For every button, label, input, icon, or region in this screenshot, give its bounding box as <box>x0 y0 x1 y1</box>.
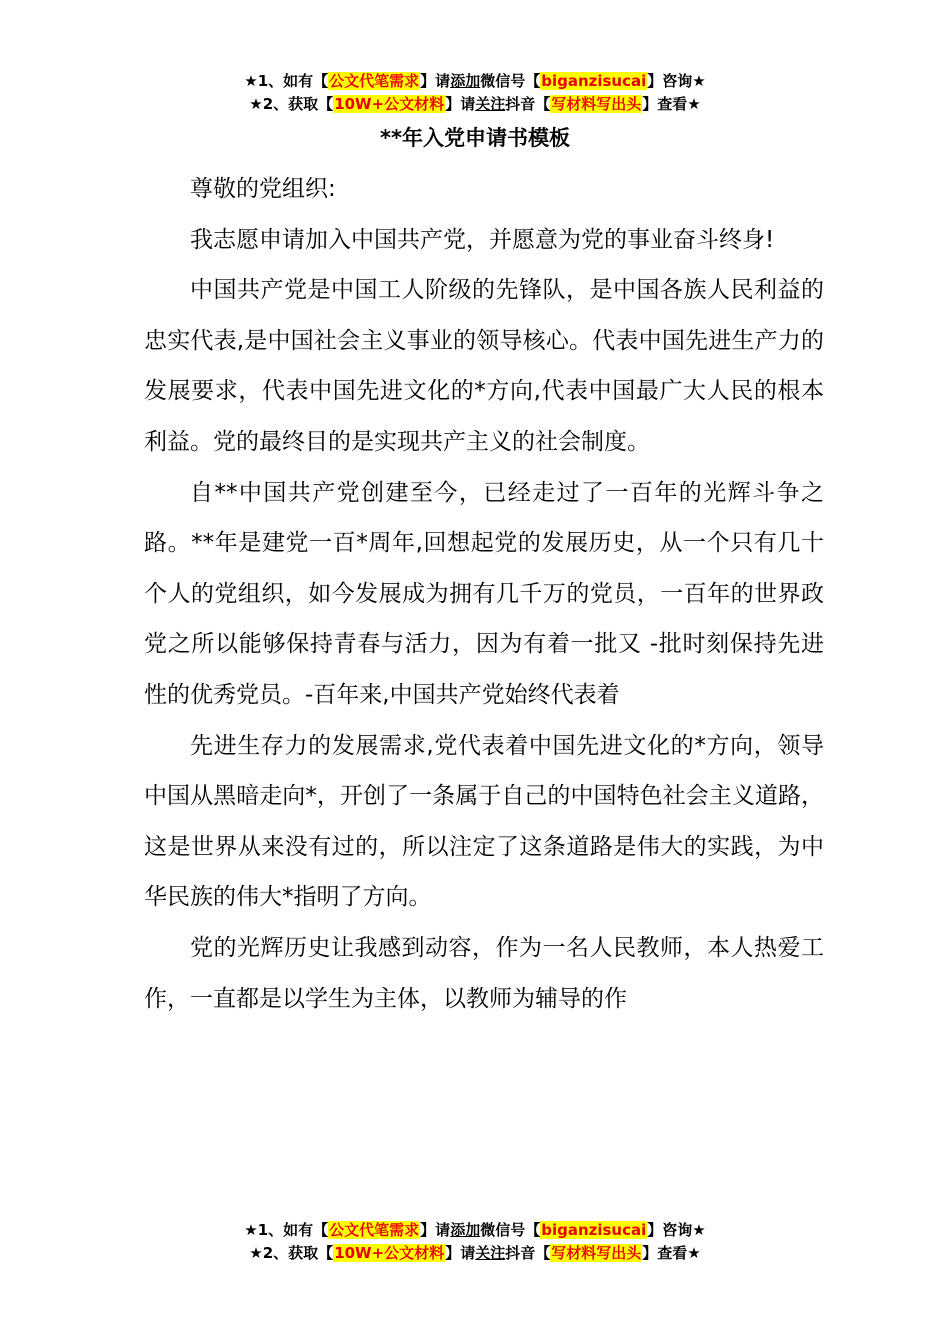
promo-text: 】查看★ <box>642 95 701 113</box>
douyin-account: 写材料写出头 <box>551 95 642 113</box>
promo-line-2 <box>0 93 950 116</box>
promo-text: 抖音【 <box>505 1244 551 1262</box>
promo-text: 】咨询★ <box>647 1221 706 1239</box>
promo-line-1 <box>0 70 950 93</box>
header-promo-banner <box>0 70 950 116</box>
promo-text: 】查看★ <box>642 1244 701 1262</box>
footer-promo-banner <box>0 1219 950 1265</box>
promo-highlight: 10W+公文材料 <box>334 1244 445 1262</box>
promo-text: ★2、获取【 <box>249 95 334 113</box>
paragraph: 先进生存力的发展需求,党代表着中国先进文化的*方向，领导中国从黑暗走向*，开创了一条属于自己的中国特色社会主义道路，这是世界从来没有过的，所以注定了这条道路是伟大的实践，为中华民族的伟大*指明了方向。 <box>144 732 824 911</box>
promo-text: ★1、如有【 <box>244 72 329 90</box>
promo-text: 】咨询★ <box>647 72 706 90</box>
promo-line-2 <box>0 1242 950 1265</box>
promo-highlight: 公文代笔需求 <box>329 72 420 90</box>
promo-text: ★2、获取【 <box>249 1244 334 1262</box>
promo-underlined: 关注 <box>475 1244 506 1262</box>
promo-text: 抖音【 <box>505 95 551 113</box>
salutation: 尊敬的党组织: <box>190 176 336 202</box>
promo-text: 微信号【 <box>480 1221 541 1239</box>
promo-text: 微信号【 <box>480 72 541 90</box>
promo-underlined: 关注 <box>475 95 506 113</box>
paragraph: 自**中国共产党创建至今，已经走过了一百年的光辉斗争之路。**年是建党一百*周年,回想起党的发展历史，从一个只有几十个人的党组织，如今发展成为拥有几千万的党员，一百年的世界政党之所以能够保持青春与活力，因为有着一批又 -批时刻保持先进性的优秀党员。-百年来,中国共产党始终代表着 <box>144 479 824 708</box>
wechat-id: biganzisucai <box>541 72 647 90</box>
promo-underlined: 添加 <box>450 72 481 90</box>
document-title: **年入党申请书模板 <box>380 126 570 150</box>
paragraph: 党的光辉历史让我感到动容，作为一名人民教师，本人热爱工作，一直都是以学生为主体，以教师为辅导的作 <box>144 934 824 1012</box>
promo-text: 】请 <box>445 1244 476 1262</box>
douyin-account: 写材料写出头 <box>551 1244 642 1262</box>
promo-highlight: 10W+公文材料 <box>334 95 445 113</box>
promo-text: ★1、如有【 <box>244 1221 329 1239</box>
promo-underlined: 添加 <box>450 1221 481 1239</box>
wechat-id: biganzisucai <box>541 1221 647 1239</box>
promo-text: 】请 <box>420 72 451 90</box>
promo-line-1 <box>0 1219 950 1242</box>
document-body <box>144 164 824 1024</box>
promo-text: 】请 <box>420 1221 451 1239</box>
paragraph: 中国共产党是中国工人阶级的先锋队，是中国各族人民利益的忠实代表,是中国社会主义事业的领导核心。代表中国先进生产力的发展要求，代表中国先进文化的*方向,代表中国最广大人民的根本利益。党的最终目的是实现共产主义的社会制度。 <box>144 277 824 455</box>
promo-highlight: 公文代笔需求 <box>329 1221 420 1239</box>
promo-text: 】请 <box>445 95 476 113</box>
paragraph: 我志愿申请加入中国共产党，并愿意为党的事业奋斗终身! <box>190 226 775 253</box>
